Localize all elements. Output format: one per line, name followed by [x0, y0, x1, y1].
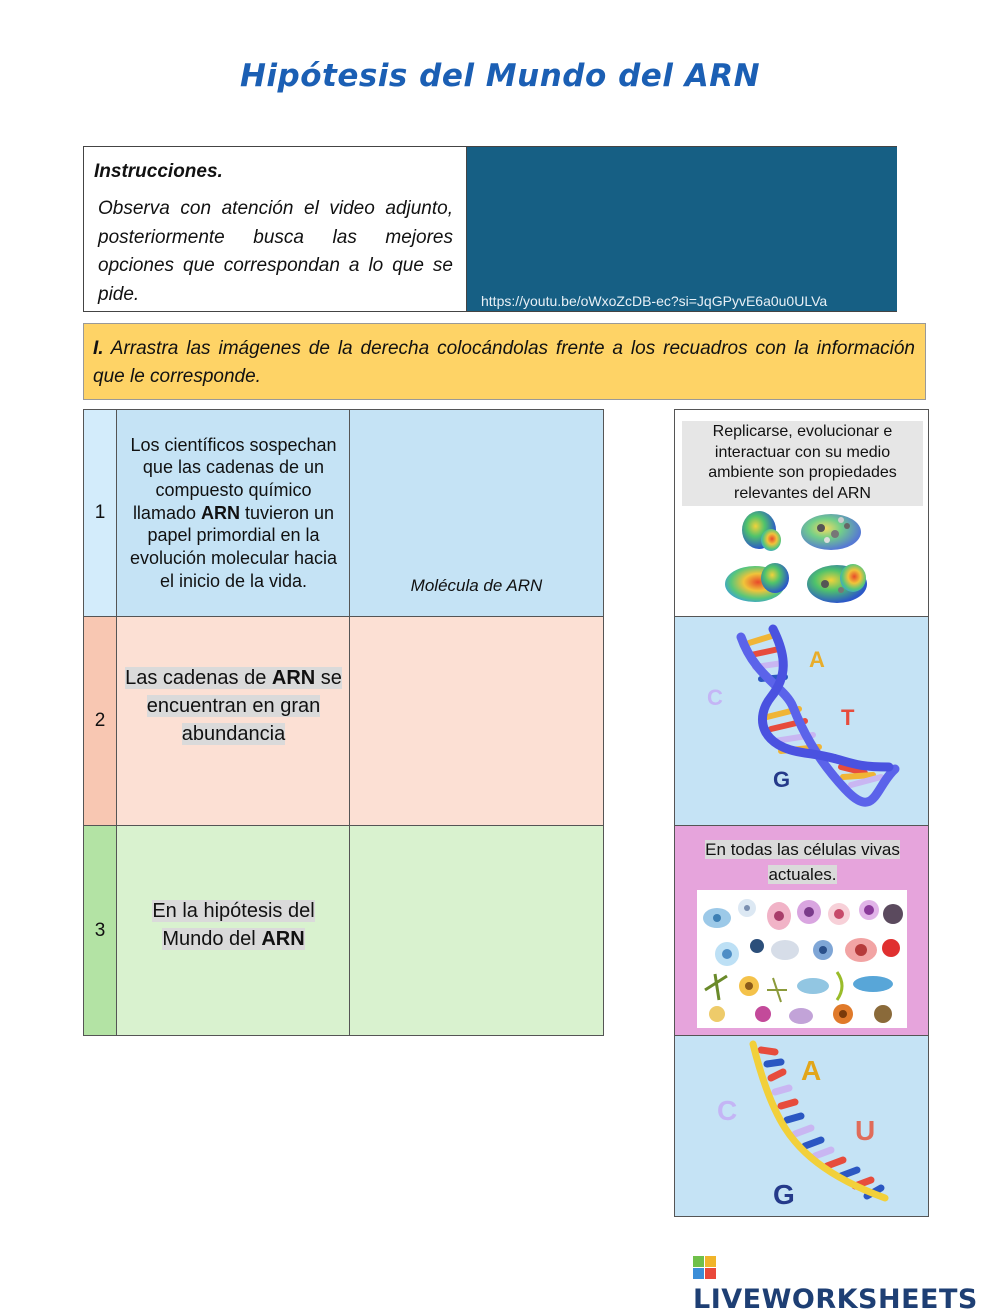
- svg-text:T: T: [841, 705, 855, 730]
- match-row-1: [83, 409, 604, 617]
- living-cells-image: [697, 890, 907, 1028]
- instructions-body: Observa con atención el video adjunto, posteriormente busca las mejores opciones que correspondan a lo que se pide.: [98, 198, 453, 305]
- draggable-card-molecules[interactable]: [674, 409, 929, 617]
- match-row-3: [83, 825, 604, 1036]
- rna-strand-image: [675, 1036, 929, 1217]
- instructions-box: [83, 146, 897, 312]
- molecule-models-image: [675, 506, 929, 616]
- row-number: 1: [84, 410, 117, 616]
- svg-text:A: A: [809, 647, 825, 672]
- row-statement: En la hipótesis del Mundo del ARN: [118, 826, 350, 1035]
- match-row-2: [83, 616, 604, 826]
- svg-text:G: G: [773, 1179, 795, 1210]
- liveworksheets-logo: [693, 1253, 1000, 1315]
- svg-text:G: G: [773, 767, 791, 792]
- row-statement: Los científicos sospechan que las cadenas de un compuesto químico llamado ARN tuvieron un papel primordial en la evolución molecular hacia el inicio de la vida.: [118, 410, 350, 616]
- task-banner: [83, 323, 926, 400]
- drop-zone-2[interactable]: [350, 617, 603, 825]
- row-number: 2: [84, 617, 117, 825]
- dna-double-helix-image: [675, 617, 929, 826]
- task-number: I.: [93, 338, 104, 359]
- draggable-card-cells[interactable]: [674, 825, 929, 1036]
- row-statement: Las cadenas de ARN se encuentran en gran abundancia: [118, 617, 350, 825]
- draggable-card-rna[interactable]: [674, 1035, 929, 1217]
- card-caption: Replicarse, evolucionar e interactuar con su medio ambiente son propiedades relevantes del ARN: [682, 421, 923, 506]
- svg-text:U: U: [855, 1115, 876, 1146]
- card-caption: En todas las células vivas actuales.: [705, 840, 900, 884]
- draggable-card-dna[interactable]: [674, 616, 929, 826]
- drop-zone-1[interactable]: [350, 410, 603, 616]
- logo-text: LIVEWORKSHEETS: [693, 1284, 978, 1315]
- svg-text:C: C: [717, 1095, 738, 1126]
- page-title: Hipótesis del Mundo del ARN: [239, 58, 761, 94]
- instructions-panel: [84, 147, 467, 311]
- video-embed[interactable]: [467, 147, 897, 311]
- row-number: 3: [84, 826, 117, 1035]
- drop-zone-label: Molécula de ARN: [410, 576, 543, 595]
- liveworksheets-mark-icon: [693, 1256, 717, 1280]
- video-url[interactable]: https://youtu.be/oWxoZcDB-ec?si=JqGPyvE6a0u0ULVa: [481, 293, 828, 309]
- svg-text:C: C: [707, 685, 723, 710]
- svg-text:A: A: [801, 1055, 822, 1086]
- drop-zone-3[interactable]: [350, 826, 603, 1035]
- task-instruction: [93, 335, 915, 391]
- instructions-heading: Instrucciones.: [94, 161, 223, 182]
- task-text: Arrastra las imágenes de la derecha colocándolas frente a los recuadros con la información que le corresponde.: [93, 338, 915, 387]
